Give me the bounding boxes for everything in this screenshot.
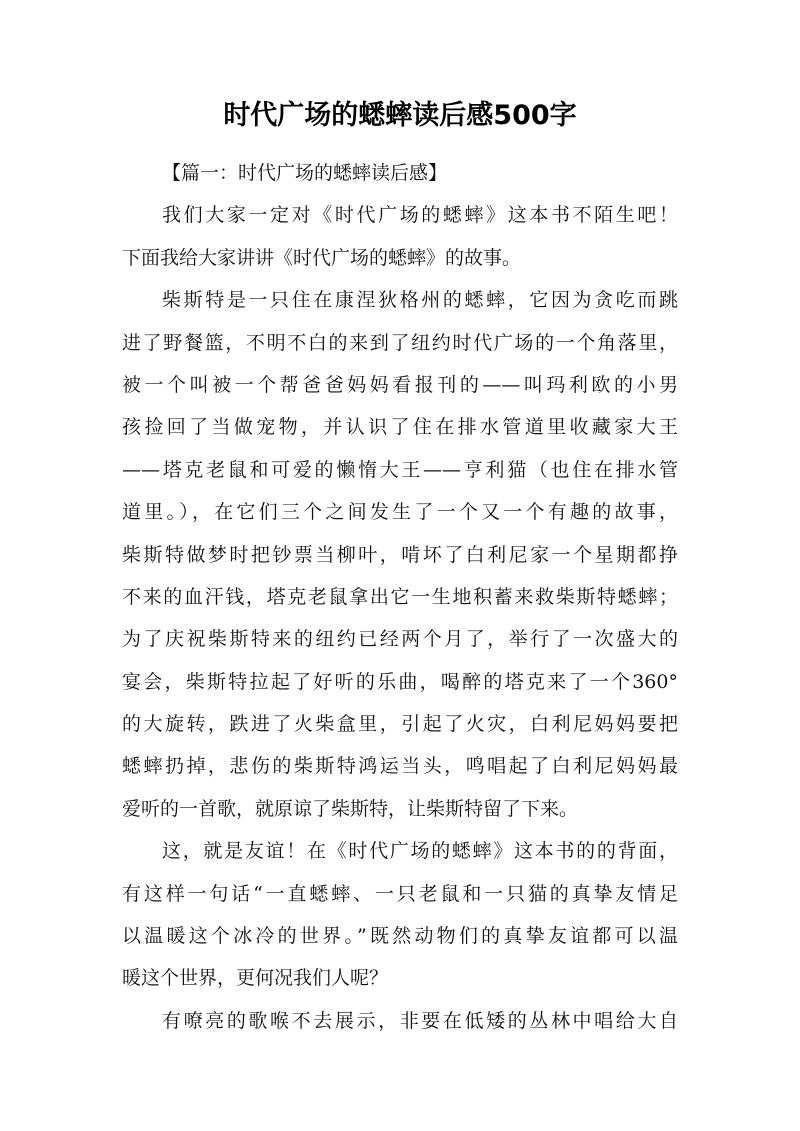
text-line: 柴斯特做梦时把钞票当柳叶，啃坏了白利尼家一个星期都挣: [122, 543, 678, 566]
text-line: 我们大家一定对《时代广场的蟋蟀》这本书不陌生吧！: [162, 204, 678, 227]
text-line: 有这样一句话“一直蟋蟀、一只老鼠和一只猫的真挚友情足: [122, 882, 678, 905]
text-line: 爱听的一首歌，就原谅了柴斯特，让柴斯特留了下来。: [122, 797, 579, 820]
text-line: 不来的血汗钱，塔克老鼠拿出它一生地积蓄来救柴斯特蟋蟀；: [122, 585, 678, 608]
document-title: 时代广场的蟋蟀读后感500字: [223, 100, 577, 131]
text-line: 【篇一：时代广场的蟋蟀读后感】: [162, 162, 448, 184]
text-line: 有嘹亮的歌喉不去展示，非要在低矮的丛林中唱给大自: [162, 1009, 678, 1032]
paragraph: [122, 279, 678, 830]
paragraph: [122, 830, 678, 1000]
text-line: 柴斯特是一只住在康涅狄格州的蟋蟀，它因为贪吃而跳: [162, 289, 678, 312]
text-line: 道里。），在它们三个之间发生了一个又一个有趣的故事，: [122, 501, 678, 524]
text-line: 宴会，柴斯特拉起了好听的乐曲，喝醉的塔克来了一个360°: [122, 670, 678, 693]
text-line: 孩捡回了当做宠物，并认识了住在排水管道里收藏家大王: [122, 416, 678, 439]
paragraph: [122, 1000, 678, 1042]
document-body: [122, 152, 678, 1042]
text-line: ——塔克老鼠和可爱的懒惰大王——亨利猫（也住在排水管: [122, 458, 678, 481]
text-line: 这，就是友谊！在《时代广场的蟋蟀》这本书的的背面，: [162, 840, 678, 863]
section-heading: [122, 152, 678, 194]
text-line: 的大旋转，跌进了火柴盒里，引起了火灾，白利尼妈妈要把: [122, 713, 678, 736]
paragraph: [122, 194, 678, 279]
text-line: 以温暖这个冰冷的世界。”既然动物们的真挚友谊都可以温: [122, 925, 678, 948]
text-line: 蟋蟀扔掉，悲伤的柴斯特鸿运当头，鸣唱起了白利尼妈妈最: [122, 755, 678, 778]
text-line: 下面我给大家讲讲《时代广场的蟋蟀》的故事。: [122, 246, 522, 269]
text-line: 被一个叫被一个帮爸爸妈妈看报刊的——叫玛利欧的小男: [122, 373, 678, 396]
text-line: 为了庆祝柴斯特来的纽约已经两个月了，举行了一次盛大的: [122, 628, 678, 651]
text-line: 暖这个世界，更何况我们人呢？: [122, 967, 389, 990]
text-line: 进了野餐篮，不明不白的来到了纽约时代广场的一个角落里，: [122, 331, 678, 354]
